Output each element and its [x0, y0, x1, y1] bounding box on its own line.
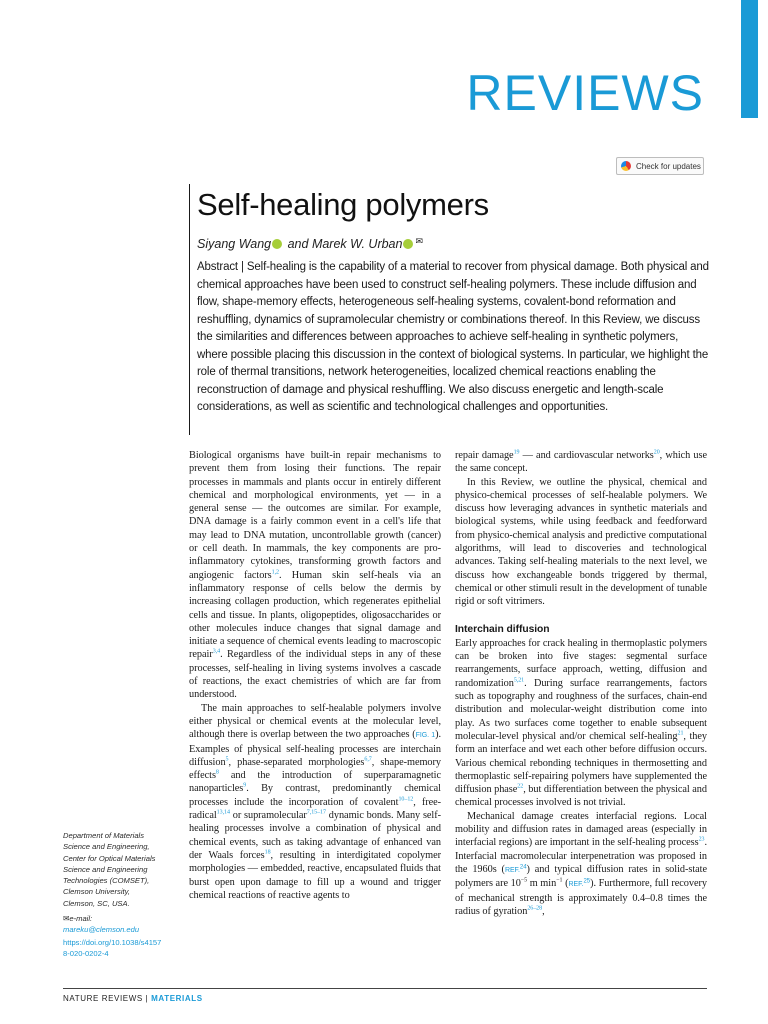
- affiliation-text: Department of Materials Science and Engineering, Center for Optical Materials Science and Engineering Technologies (COMSET), Clemson University, Clemson, SC, USA.: [63, 831, 156, 908]
- citation[interactable]: 19: [513, 449, 520, 456]
- author-name[interactable]: Marek W. Urban: [311, 237, 403, 251]
- paragraph: Early approaches for crack healing in thermoplastic polymers can be broken into five stages: segmental surface rearrangements, surface approach, wetting, diffusion and randomization$^{5,21}$. During surface rearrangements, factors such as topography and roughness of the surfaces, chain-end distribution and molecular-weight distribution come into play. As two surfaces come together to enable subsequent molecular-level physical and/or chemical self-healing$^{21}$, they form an interface and wet each other before diffusion occurs. Various chemical rebonding techniques in thermosetting and thermoplastic self-repairing polymers have supplemented the diffusion phase$^{22}$, but differentiation between the physical and chemical processes involved is not trivial.: [455, 637, 708, 809]
- citation[interactable]: 7,15–17: [306, 809, 326, 816]
- crossmark-icon: [621, 161, 631, 171]
- citation[interactable]: 1,2: [271, 569, 279, 576]
- reference-link[interactable]: REF.$^{24}$: [504, 864, 527, 874]
- article-title: Self-healing polymers: [197, 187, 489, 222]
- email-link[interactable]: mareku@clemson.edu: [63, 925, 140, 935]
- doi-link[interactable]: https://doi.org/10.1038/s41578-020-0202-4: [63, 937, 162, 958]
- citation[interactable]: 5: [225, 756, 229, 763]
- citation[interactable]: 6,7: [364, 756, 372, 763]
- paragraph: In this Review, we outline the physical, chemical and physico-chemical processes of self-healable polymers. We discuss how leveraging advances in synthetic materials and biological systems, while using feedback and feedforward from physico-chemical analysis and predictive computational algorithms, will lead to discoveries and technological advances. Taking self-healing materials to the next level, we discuss how exchangeable bonds triggered by thermal, chemical or other stimuli result in the development of tunable rigid or soft vitrimers.: [455, 476, 707, 608]
- title-rule: [189, 184, 190, 435]
- section-accent-bar: [741, 0, 758, 118]
- citation[interactable]: 3,4: [212, 649, 221, 656]
- citation[interactable]: 22: [517, 783, 524, 790]
- paragraph: Mechanical damage creates interfacial regions. Local mobility and diffusion rates in damaged areas (especially in interfacial regions) are important in the self-healing process$^{23}$. Interfacial macromolecular interpenetration was proposed in the 1960s (REF.$^{24}$) and typical diffusion rates in solid-state polymers are $10^{-5}$ m $\min^{-1} (REF.^{25})$. Furthermore, full recovery of mechanical strength is approximately 0.4–0.8 times the radius of gyration$^{26-28}$,: [455, 810, 707, 917]
- check-for-updates-button[interactable]: [616, 157, 704, 175]
- body-column-right: [455, 449, 707, 918]
- orcid-icon[interactable]: [272, 239, 282, 249]
- author-affiliation: [63, 830, 163, 959]
- check-for-updates-label: Check for updates: [636, 161, 701, 171]
- orcid-icon[interactable]: [403, 239, 413, 249]
- author-connector: and: [284, 237, 312, 251]
- journal-footer: NATURE REVIEWS | MATERIALS: [63, 994, 203, 1003]
- author-name[interactable]: Siyang Wang: [197, 237, 272, 251]
- figure-link[interactable]: FIG. 1: [415, 732, 436, 740]
- citation[interactable]: 18: [264, 849, 271, 856]
- section-label: REVIEWS: [466, 65, 704, 121]
- citation[interactable]: 5,21: [513, 677, 525, 684]
- email-line: ✉e-mail: mareku@clemson.edu: [63, 914, 140, 935]
- citation[interactable]: 21: [677, 730, 684, 737]
- citation[interactable]: 8: [215, 769, 219, 776]
- citation[interactable]: 13,14: [216, 809, 230, 816]
- citation[interactable]: 26–28: [527, 905, 543, 912]
- section-heading: Interchain diffusion: [455, 623, 550, 635]
- paragraph: Biological organisms have built-in repair mechanisms to prevent them from losing their functions. The repair processes in mammals and plants occur in entirely different chemical and morphological environments, yet — in a general sense — the outcomes are similar. For example, DNA damage is a fairly common event in a cell's life that may lead to DNA mutation, uncontrollable growth (cancer) or cell death. In mammals, the key components are pro-inflammatory cytokines, transforming growth factors and angiogenic factors$^{1,2}$. Human skin self-heals via an inflammatory response of cells below the dermis by increasing collagen production, which regenerates epithelial cells and tissue. In plants, oligopeptides, oligosaccharides or other molecules induce changes that signal damage and initiate a sequence of chemical events leading to macroscopic repair$^{3,4}$. Regardless of the individual steps in any of these processes, self-healing in living systems involves a cascade of reactions, the exact chemistries of which are far from understood.: [189, 450, 441, 701]
- reference-link[interactable]: REF.$^{25}$: [568, 878, 591, 889]
- footer-rule: [63, 988, 707, 989]
- mail-icon: ✉: [63, 914, 70, 924]
- journal-subtitle: MATERIALS: [151, 994, 203, 1003]
- citation[interactable]: 9: [243, 783, 247, 789]
- abstract: Abstract | Self-healing is the capability of a material to recover from physical damage. Both physical and chemical approaches have been used to construct self-healing polymers. These include diffusion and flow, shape-memory effects, heterogeneous self-healing systems, covalent-bond reformation and reshuffling, dynamics of supramolecular chemistry or combinations thereof. In this Review, we discuss the similarities and differences between approaches to achieve self-healing in synthetic polymers, where possible placing this discussion in the context of biological systems. In particular, we highlight the role of thermal transitions, network heterogeneities, localized chemical reactions enabling the reconstruction of damage and physical reshuffling. We also discuss energetic and length-scale considerations, as well as scientific and technological challenges and opportunities.: [197, 261, 709, 413]
- envelope-icon[interactable]: ✉: [415, 236, 424, 246]
- citation[interactable]: 10–12: [398, 796, 414, 803]
- body-column-left: [189, 449, 441, 902]
- author-line: [197, 236, 423, 251]
- journal-name: NATURE REVIEWS: [63, 994, 143, 1003]
- paragraph: repair damage$^{19}$ — and cardiovascular networks$^{20}$, which use the same concept.: [455, 449, 707, 475]
- citation[interactable]: 23: [698, 836, 705, 843]
- citation[interactable]: 20: [653, 449, 660, 456]
- paragraph: The main approaches to self-healable polymers involve either physical or chemical events at the molecular level, although there is overlap between the two approaches (FIG. 1). Examples of physical self-healing processes are interchain diffusion$^5$, phase-separated morphologies$^{6,7}$, shape-memory effects$^8$ and the introduction of superparamagnetic nanoparticles$^9$. By contrast, predominantly chemical processes include the incorporation of covalent$^{10-12}$, free-radical$^{13,14}$ or supramolecular$^{7,15-17}$ dynamic bonds. Many self-healing processes involve a combination of physical and chemical events, such as taking advantage of enhanced van der Waals forces$^{18}$, resulting in interdigitated copolymer morphologies — embedded, reactive, encapsulated fluids that burst open upon damage to fill up a wound and trigger chemical reactions of reactive agents to: [189, 702, 442, 901]
